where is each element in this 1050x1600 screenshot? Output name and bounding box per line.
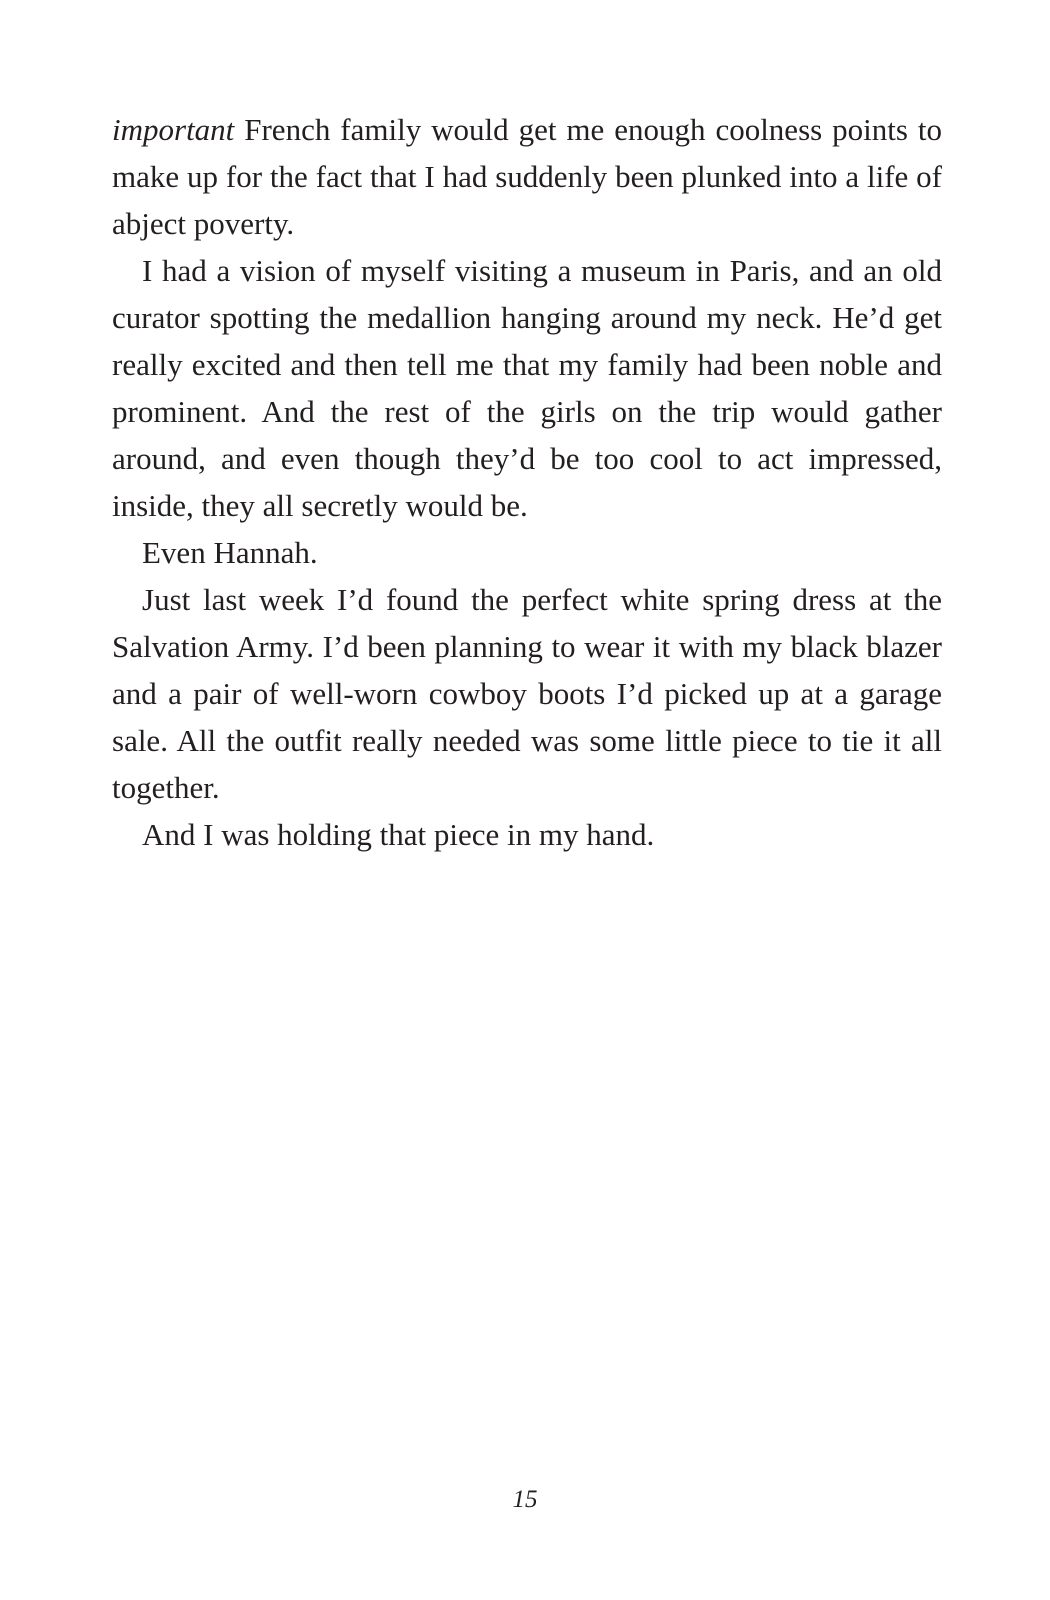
page-number: 15 <box>512 1486 538 1513</box>
paragraph-1-text: French family would get me enough coolness points to make up for the fact that I had suddenly been plunked into a life of abject poverty. <box>112 112 942 241</box>
italic-word: important <box>112 112 235 147</box>
paragraph-1 <box>112 106 942 247</box>
body-text <box>112 106 942 858</box>
paragraph-3: Even Hannah. <box>142 535 318 570</box>
paragraph-2: I had a vision of myself visiting a museum in Paris, and an old curator spotting the medallion hanging around my neck. He’d get really excited and then tell me that my family had been noble and prominent. And the rest of the girls on the trip would gather around, and even though they’d be too cool to act impressed, inside, they all secretly would be. <box>112 253 942 523</box>
paragraph-4: Just last week I’d found the perfect white spring dress at the Salvation Army. I’d been planning to wear it with my black blazer and a pair of well-worn cowboy boots I’d picked up at a garage sale. All the outfit really needed was some little piece to tie it all together. <box>112 582 942 805</box>
paragraph-5: And I was holding that piece in my hand. <box>142 817 655 852</box>
